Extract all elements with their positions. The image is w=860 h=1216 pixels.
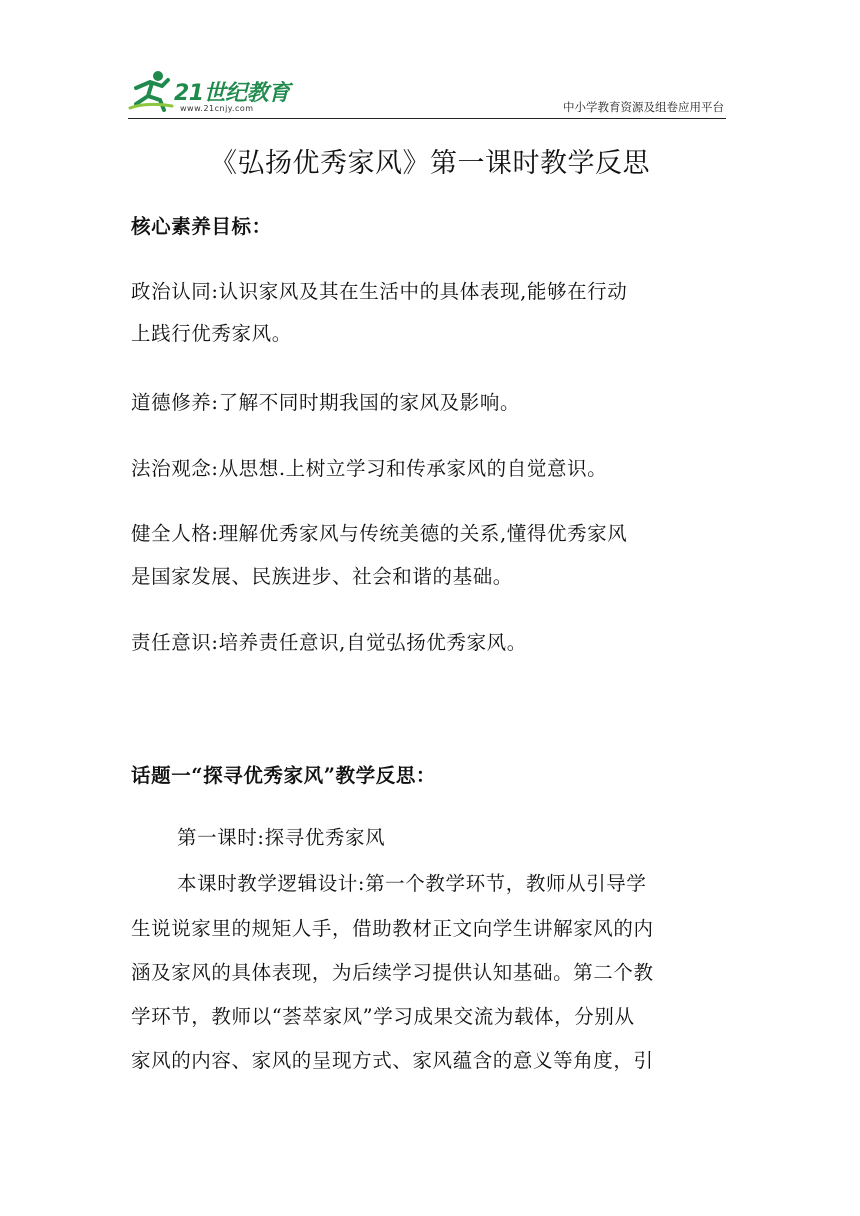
goal-item-continued: 是国家发展、民族进步、社会和谐的基础。 [131, 565, 513, 588]
goal-item: 责任意识:培养责任意识,自觉弘扬优秀家风。 [131, 631, 527, 654]
goal-item: 健全人格:理解优秀家风与传统美德的关系,懂得优秀家风 [131, 522, 628, 545]
section-heading-topic: 话题一“探寻优秀家风”教学反思： [131, 764, 437, 787]
body-line: 本课时教学逻辑设计:第一个教学环节，教师从引导学 [177, 872, 647, 895]
lesson-title: 第一课时:探寻优秀家风 [177, 826, 386, 849]
logo-url: www.21cnjy.com [180, 104, 254, 113]
page-header [128, 64, 726, 119]
goal-item: 法治观念:从思想.上树立学习和传承家风的自觉意识。 [131, 457, 608, 480]
body-line: 涵及家风的具体表现，为后续学习提供认知基础。第二个教 [131, 961, 654, 984]
runner-logo-icon [128, 68, 176, 114]
logo [128, 68, 298, 114]
goal-item: 政治认同:认识家风及其在生活中的具体表现,能够在行动 [131, 280, 628, 303]
header-tagline: 中小学教育资源及组卷应用平台 [563, 100, 724, 114]
logo-name: 21世纪教育 [174, 81, 290, 106]
body-line: 学环节，教师以“荟萃家风”学习成果交流为载体，分别从 [131, 1005, 635, 1028]
page-title: 《弘扬优秀家风》第一课时教学反思 [210, 148, 650, 179]
body-line: 生说说家里的规矩人手，借助教材正文向学生讲解家风的内 [131, 917, 654, 940]
section-heading-goals: 核心素养目标： [131, 215, 272, 238]
goal-item-continued: 上践行优秀家风。 [131, 322, 292, 345]
goal-item: 道德修养:了解不同时期我国的家风及影响。 [131, 391, 521, 414]
body-line: 家风的内容、家风的呈现方式、家风蕴含的意义等角度，引 [131, 1049, 654, 1072]
